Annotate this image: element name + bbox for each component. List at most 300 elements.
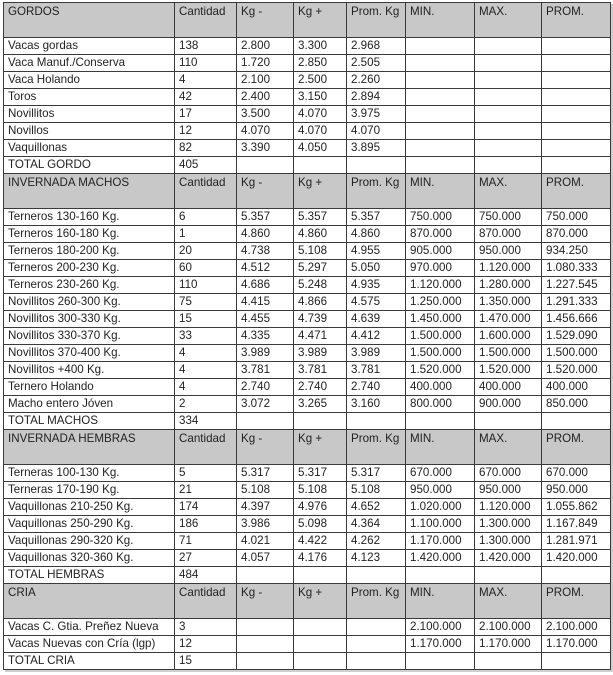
cell-kg-plus: 5.108: [294, 482, 347, 499]
cell-prom-kg: 3.989: [347, 345, 406, 362]
cell-max-price: 870.000: [475, 226, 542, 243]
column-header-kg-plus: Kg +: [294, 584, 347, 619]
total-empty-cell: [406, 653, 475, 670]
table-row: [4, 243, 611, 260]
cell-kg-plus: 4.070: [294, 123, 347, 140]
cell-max-price: [475, 106, 542, 123]
cell-kg-plus: 3.265: [294, 396, 347, 413]
cell-max-price: 1.170.000: [475, 636, 542, 653]
cell-prom-kg: 3.781: [347, 362, 406, 379]
row-category: Terneros 180-200 Kg.: [4, 243, 175, 260]
cell-kg-plus: 5.098: [294, 516, 347, 533]
section-title: INVERNADA HEMBRAS: [4, 430, 175, 465]
cell-cantidad: 4: [175, 362, 237, 379]
cell-min-price: [406, 140, 475, 157]
cell-max-price: 1.470.000: [475, 311, 542, 328]
cell-prom-kg: 4.575: [347, 294, 406, 311]
column-header-prom-kg: Prom. Kg: [347, 430, 406, 465]
row-category: Vacas Nuevas con Cría (lgp): [4, 636, 175, 653]
table-row: [4, 328, 611, 345]
column-header-kg-plus: Kg +: [294, 430, 347, 465]
cell-prom-kg: 2.894: [347, 89, 406, 106]
cell-prom-price: 1.055.862: [542, 499, 611, 516]
cell-cantidad: 42: [175, 89, 237, 106]
row-category: Vaquillonas 290-320 Kg.: [4, 533, 175, 550]
cell-prom-kg: 4.860: [347, 226, 406, 243]
cell-prom-price: 750.000: [542, 209, 611, 226]
total-empty-cell: [406, 413, 475, 430]
cell-max-price: [475, 55, 542, 72]
section-title: INVERNADA MACHOS: [4, 174, 175, 209]
cell-prom-kg: 4.652: [347, 499, 406, 516]
cell-min-price: 970.000: [406, 260, 475, 277]
table-row: [4, 277, 611, 294]
cell-prom-price: [542, 89, 611, 106]
cell-min-price: 950.000: [406, 482, 475, 499]
cell-prom-kg: 2.740: [347, 379, 406, 396]
cell-kg-plus: 4.471: [294, 328, 347, 345]
cell-min-price: 1.170.000: [406, 636, 475, 653]
cell-max-price: [475, 38, 542, 55]
cell-max-price: [475, 123, 542, 140]
cell-cantidad: 21: [175, 482, 237, 499]
cell-prom-price: 1.500.000: [542, 345, 611, 362]
column-header-prom-kg: Prom. Kg: [347, 3, 406, 38]
cell-kg-plus: 2.500: [294, 72, 347, 89]
cell-prom-kg: [347, 619, 406, 636]
row-category: Vaquillonas 250-290 Kg.: [4, 516, 175, 533]
total-empty-cell: [237, 413, 294, 430]
column-header-max-price: MAX.: [475, 174, 542, 209]
cell-max-price: 750.000: [475, 209, 542, 226]
cell-prom-price: [542, 72, 611, 89]
cell-kg-plus: 2.850: [294, 55, 347, 72]
column-header-min-price: MIN.: [406, 584, 475, 619]
cell-min-price: [406, 89, 475, 106]
column-header-prom-price: PROM.: [542, 174, 611, 209]
table-row: [4, 140, 611, 157]
cell-max-price: 1.300.000: [475, 516, 542, 533]
column-header-min-price: MIN.: [406, 3, 475, 38]
row-category: Novillos: [4, 123, 175, 140]
total-row: [4, 567, 611, 584]
table-row: [4, 209, 611, 226]
cell-prom-price: 850.000: [542, 396, 611, 413]
cell-prom-price: 2.100.000: [542, 619, 611, 636]
cell-prom-price: 1.167.849: [542, 516, 611, 533]
cell-prom-price: 1.170.000: [542, 636, 611, 653]
total-empty-cell: [406, 157, 475, 174]
cell-min-price: 400.000: [406, 379, 475, 396]
cell-prom-kg: 4.123: [347, 550, 406, 567]
cell-kg-minus: 3.072: [237, 396, 294, 413]
cell-min-price: 1.100.000: [406, 516, 475, 533]
cell-kg-plus: 3.989: [294, 345, 347, 362]
table-row: [4, 294, 611, 311]
cell-cantidad: 12: [175, 636, 237, 653]
cell-min-price: 670.000: [406, 465, 475, 482]
table-row: [4, 89, 611, 106]
cell-min-price: 2.100.000: [406, 619, 475, 636]
column-header-cantidad: Cantidad: [175, 430, 237, 465]
cell-kg-minus: 2.740: [237, 379, 294, 396]
cell-prom-kg: 2.968: [347, 38, 406, 55]
table-row: [4, 72, 611, 89]
cell-min-price: [406, 55, 475, 72]
total-empty-cell: [347, 653, 406, 670]
cell-kg-minus: 1.720: [237, 55, 294, 72]
cell-kg-plus: [294, 619, 347, 636]
cell-prom-kg: [347, 636, 406, 653]
cell-kg-minus: [237, 636, 294, 653]
cell-prom-price: [542, 38, 611, 55]
total-empty-cell: [542, 413, 611, 430]
cell-prom-price: 400.000: [542, 379, 611, 396]
cell-prom-kg: 3.975: [347, 106, 406, 123]
section-header-row: [4, 3, 611, 38]
cell-min-price: 750.000: [406, 209, 475, 226]
table-row: [4, 636, 611, 653]
cell-prom-price: [542, 106, 611, 123]
row-category: Novillitos 300-330 Kg.: [4, 311, 175, 328]
total-empty-cell: [347, 567, 406, 584]
cell-kg-minus: 4.455: [237, 311, 294, 328]
cell-max-price: 1.420.000: [475, 550, 542, 567]
cell-cantidad: 71: [175, 533, 237, 550]
total-empty-cell: [542, 157, 611, 174]
cell-kg-minus: 4.860: [237, 226, 294, 243]
row-category: Novillitos: [4, 106, 175, 123]
cell-prom-kg: 5.108: [347, 482, 406, 499]
cell-cantidad: 110: [175, 55, 237, 72]
cell-prom-price: 1.281.971: [542, 533, 611, 550]
cell-kg-minus: 3.989: [237, 345, 294, 362]
column-header-max-price: MAX.: [475, 584, 542, 619]
table-row: [4, 619, 611, 636]
cell-prom-kg: 4.412: [347, 328, 406, 345]
row-category: Terneros 230-260 Kg.: [4, 277, 175, 294]
cell-min-price: [406, 106, 475, 123]
cell-min-price: [406, 123, 475, 140]
column-header-kg-minus: Kg -: [237, 3, 294, 38]
cell-cantidad: 17: [175, 106, 237, 123]
row-category: Toros: [4, 89, 175, 106]
cell-prom-price: 934.250: [542, 243, 611, 260]
row-category: Vaca Manuf./Conserva: [4, 55, 175, 72]
table-row: [4, 379, 611, 396]
cell-kg-plus: 3.150: [294, 89, 347, 106]
column-header-kg-plus: Kg +: [294, 3, 347, 38]
cell-kg-plus: [294, 636, 347, 653]
table-row: [4, 123, 611, 140]
cell-kg-plus: 3.300: [294, 38, 347, 55]
cell-kg-minus: 4.335: [237, 328, 294, 345]
total-empty-cell: [237, 653, 294, 670]
cell-prom-kg: 5.357: [347, 209, 406, 226]
cell-max-price: 1.520.000: [475, 362, 542, 379]
cell-min-price: 1.020.000: [406, 499, 475, 516]
total-row: [4, 157, 611, 174]
cell-prom-kg: 5.317: [347, 465, 406, 482]
cell-prom-kg: 2.505: [347, 55, 406, 72]
total-empty-cell: [406, 567, 475, 584]
cell-min-price: [406, 38, 475, 55]
cell-cantidad: 60: [175, 260, 237, 277]
cell-prom-price: 950.000: [542, 482, 611, 499]
cell-max-price: 400.000: [475, 379, 542, 396]
cell-min-price: 1.520.000: [406, 362, 475, 379]
cell-prom-price: 1.529.090: [542, 328, 611, 345]
cell-cantidad: 2: [175, 396, 237, 413]
cell-prom-price: 1.080.333: [542, 260, 611, 277]
total-cantidad: 334: [175, 413, 237, 430]
cell-kg-plus: 5.357: [294, 209, 347, 226]
table-row: [4, 260, 611, 277]
cell-kg-plus: 4.050: [294, 140, 347, 157]
total-empty-cell: [475, 413, 542, 430]
column-header-cantidad: Cantidad: [175, 584, 237, 619]
cell-kg-plus: 4.739: [294, 311, 347, 328]
cell-cantidad: 75: [175, 294, 237, 311]
total-empty-cell: [294, 567, 347, 584]
cell-prom-kg: 3.160: [347, 396, 406, 413]
table-row: [4, 55, 611, 72]
section-header-row: [4, 430, 611, 465]
cell-max-price: [475, 72, 542, 89]
cell-kg-plus: 2.740: [294, 379, 347, 396]
cell-max-price: 950.000: [475, 243, 542, 260]
cell-cantidad: 15: [175, 311, 237, 328]
column-header-kg-minus: Kg -: [237, 430, 294, 465]
cell-prom-kg: 4.955: [347, 243, 406, 260]
row-category: Vaquillonas 210-250 Kg.: [4, 499, 175, 516]
column-header-prom-kg: Prom. Kg: [347, 584, 406, 619]
cell-cantidad: 4: [175, 379, 237, 396]
table-row: [4, 482, 611, 499]
cell-kg-plus: 5.108: [294, 243, 347, 260]
column-header-prom-price: PROM.: [542, 584, 611, 619]
cell-kg-minus: 2.800: [237, 38, 294, 55]
row-category: Macho entero Jóven: [4, 396, 175, 413]
cell-max-price: 670.000: [475, 465, 542, 482]
table-row: [4, 550, 611, 567]
cell-kg-plus: 5.248: [294, 277, 347, 294]
cattle-price-table: [3, 2, 611, 670]
cell-kg-plus: 5.297: [294, 260, 347, 277]
table-row: [4, 362, 611, 379]
row-category: Vaca Holando: [4, 72, 175, 89]
cell-min-price: 1.120.000: [406, 277, 475, 294]
total-label: TOTAL GORDO: [4, 157, 175, 174]
cell-min-price: 905.000: [406, 243, 475, 260]
cell-prom-price: 1.456.666: [542, 311, 611, 328]
cell-prom-price: [542, 140, 611, 157]
cell-cantidad: 5: [175, 465, 237, 482]
cell-kg-plus: 4.866: [294, 294, 347, 311]
cell-prom-kg: 4.639: [347, 311, 406, 328]
column-header-max-price: MAX.: [475, 430, 542, 465]
cell-min-price: 1.500.000: [406, 345, 475, 362]
row-category: Terneras 100-130 Kg.: [4, 465, 175, 482]
cell-prom-kg: 2.260: [347, 72, 406, 89]
section-header-row: [4, 174, 611, 209]
row-category: Terneros 160-180 Kg.: [4, 226, 175, 243]
table-row: [4, 106, 611, 123]
column-header-kg-minus: Kg -: [237, 584, 294, 619]
table-row: [4, 516, 611, 533]
cell-kg-minus: 4.070: [237, 123, 294, 140]
total-empty-cell: [237, 567, 294, 584]
cell-cantidad: 20: [175, 243, 237, 260]
table-row: [4, 465, 611, 482]
total-row: [4, 413, 611, 430]
row-category: Novillitos 370-400 Kg.: [4, 345, 175, 362]
cell-max-price: 1.600.000: [475, 328, 542, 345]
total-empty-cell: [542, 567, 611, 584]
section-title: GORDOS: [4, 3, 175, 38]
table-row: [4, 38, 611, 55]
cell-kg-plus: 4.176: [294, 550, 347, 567]
cell-kg-plus: 4.422: [294, 533, 347, 550]
section-title: CRIA: [4, 584, 175, 619]
total-empty-cell: [475, 567, 542, 584]
column-header-kg-plus: Kg +: [294, 174, 347, 209]
column-header-cantidad: Cantidad: [175, 174, 237, 209]
cell-kg-plus: 4.976: [294, 499, 347, 516]
cell-prom-price: 670.000: [542, 465, 611, 482]
cell-min-price: 1.170.000: [406, 533, 475, 550]
cell-kg-minus: 4.415: [237, 294, 294, 311]
row-category: Ternero Holando: [4, 379, 175, 396]
cell-prom-kg: 4.070: [347, 123, 406, 140]
total-empty-cell: [347, 157, 406, 174]
cell-cantidad: 12: [175, 123, 237, 140]
row-category: Terneras 170-190 Kg.: [4, 482, 175, 499]
cell-kg-plus: 4.860: [294, 226, 347, 243]
cell-kg-minus: 2.100: [237, 72, 294, 89]
row-category: Novillitos 330-370 Kg.: [4, 328, 175, 345]
cell-kg-minus: 4.397: [237, 499, 294, 516]
row-category: Terneros 200-230 Kg.: [4, 260, 175, 277]
cell-min-price: [406, 72, 475, 89]
total-label: TOTAL HEMBRAS: [4, 567, 175, 584]
cell-kg-minus: 5.108: [237, 482, 294, 499]
row-category: Novillitos +400 Kg.: [4, 362, 175, 379]
cell-cantidad: 186: [175, 516, 237, 533]
cell-kg-minus: 5.317: [237, 465, 294, 482]
cell-min-price: 1.500.000: [406, 328, 475, 345]
cell-kg-plus: 4.070: [294, 106, 347, 123]
cell-max-price: [475, 89, 542, 106]
row-category: Vacas C. Gtia. Preñez Nueva: [4, 619, 175, 636]
column-header-prom-price: PROM.: [542, 430, 611, 465]
total-empty-cell: [294, 653, 347, 670]
cell-max-price: 1.350.000: [475, 294, 542, 311]
column-header-prom-price: PROM.: [542, 3, 611, 38]
cell-kg-minus: [237, 619, 294, 636]
cell-max-price: 950.000: [475, 482, 542, 499]
total-cantidad: 405: [175, 157, 237, 174]
cell-cantidad: 174: [175, 499, 237, 516]
cell-kg-minus: 5.357: [237, 209, 294, 226]
total-row: [4, 653, 611, 670]
cell-kg-plus: 5.317: [294, 465, 347, 482]
row-category: Vaquillonas 320-360 Kg.: [4, 550, 175, 567]
cell-prom-kg: 4.262: [347, 533, 406, 550]
total-empty-cell: [542, 653, 611, 670]
cell-max-price: 1.120.000: [475, 260, 542, 277]
cell-cantidad: 4: [175, 345, 237, 362]
total-empty-cell: [475, 157, 542, 174]
cell-kg-minus: 4.021: [237, 533, 294, 550]
cell-prom-kg: 3.895: [347, 140, 406, 157]
cell-cantidad: 27: [175, 550, 237, 567]
cell-prom-kg: 5.050: [347, 260, 406, 277]
cell-kg-plus: 3.781: [294, 362, 347, 379]
cell-kg-minus: 3.781: [237, 362, 294, 379]
cell-min-price: 800.000: [406, 396, 475, 413]
cell-kg-minus: 3.500: [237, 106, 294, 123]
cell-kg-minus: 4.057: [237, 550, 294, 567]
cell-kg-minus: 2.400: [237, 89, 294, 106]
total-empty-cell: [294, 157, 347, 174]
cell-max-price: 1.300.000: [475, 533, 542, 550]
cell-max-price: 1.280.000: [475, 277, 542, 294]
cell-prom-price: 1.520.000: [542, 362, 611, 379]
cell-min-price: 870.000: [406, 226, 475, 243]
table-row: [4, 311, 611, 328]
cell-kg-minus: 3.390: [237, 140, 294, 157]
total-empty-cell: [347, 413, 406, 430]
total-label: TOTAL CRIA: [4, 653, 175, 670]
cell-cantidad: 138: [175, 38, 237, 55]
total-cantidad: 15: [175, 653, 237, 670]
cell-cantidad: 110: [175, 277, 237, 294]
row-category: Vacas gordas: [4, 38, 175, 55]
table-row: [4, 533, 611, 550]
cell-prom-kg: 4.935: [347, 277, 406, 294]
column-header-kg-minus: Kg -: [237, 174, 294, 209]
cell-prom-price: 1.227.545: [542, 277, 611, 294]
row-category: Terneros 130-160 Kg.: [4, 209, 175, 226]
cell-cantidad: 33: [175, 328, 237, 345]
cell-prom-price: 1.420.000: [542, 550, 611, 567]
cell-cantidad: 6: [175, 209, 237, 226]
cell-max-price: [475, 140, 542, 157]
column-header-prom-kg: Prom. Kg: [347, 174, 406, 209]
total-empty-cell: [294, 413, 347, 430]
cell-min-price: 1.420.000: [406, 550, 475, 567]
column-header-min-price: MIN.: [406, 430, 475, 465]
cell-min-price: 1.250.000: [406, 294, 475, 311]
cell-prom-kg: 4.364: [347, 516, 406, 533]
cell-cantidad: 82: [175, 140, 237, 157]
cell-max-price: 1.500.000: [475, 345, 542, 362]
total-label: TOTAL MACHOS: [4, 413, 175, 430]
cell-kg-minus: 4.686: [237, 277, 294, 294]
cell-cantidad: 1: [175, 226, 237, 243]
cell-prom-price: 870.000: [542, 226, 611, 243]
table-row: [4, 499, 611, 516]
row-category: Vaquillonas: [4, 140, 175, 157]
column-header-max-price: MAX.: [475, 3, 542, 38]
cell-min-price: 1.450.000: [406, 311, 475, 328]
cell-prom-price: [542, 123, 611, 140]
cell-max-price: 900.000: [475, 396, 542, 413]
total-cantidad: 484: [175, 567, 237, 584]
table-row: [4, 226, 611, 243]
section-header-row: [4, 584, 611, 619]
